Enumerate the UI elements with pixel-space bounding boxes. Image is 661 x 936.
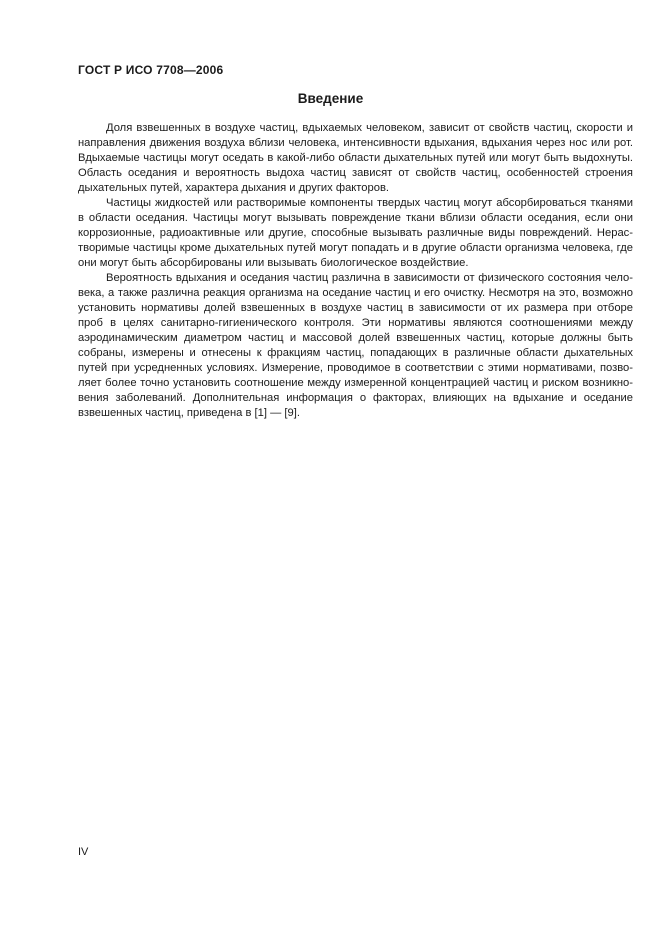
page-title: Введение [297, 91, 364, 106]
text-line: творимые частицы кроме дыхательных путей могут попадать и в другие области организма человека, где [78, 242, 633, 254]
text-line: взвешенных частиц, приведена в [1] — [9]. [78, 407, 300, 419]
text-line: века, а также различна реакция организма на оседание частиц и его очистку. Несмотря на это, возможно [78, 287, 633, 299]
text-line: направления движения воздуха вблизи человека, интенсивности вдыхания, вдыхания через нос или рот. [78, 137, 633, 149]
paragraph [78, 121, 633, 196]
text-line: Частицы жидкостей или растворимые компоненты твердых частиц могут абсорбироваться тканями [106, 197, 633, 209]
paragraph [78, 196, 633, 271]
text-line: дыхательных путей, характера дыхания и других факторов. [78, 182, 390, 194]
document-header: ГОСТ Р ИСО 7708—2006 [78, 63, 224, 77]
paragraph [78, 271, 633, 421]
text-line: путей при усредненных условиях. Измерение, проводимое в соответствии с этими нормативами, позво- [78, 362, 633, 374]
text-line: аэродинамическим диаметром частиц и массовой долей взвешенных частиц, которые должны быть [78, 332, 633, 344]
text-line: коррозионные, радиоактивные или другие, способные вызывать различные виды повреждений. Нерас- [78, 227, 633, 239]
text-line: ляет более точно установить соотношение между измеренной концентрацией частиц и риском возникно- [78, 377, 633, 389]
intro-text [78, 121, 633, 421]
text-line: установить нормативы долей взвешенных в воздухе частиц в зависимости от их размера при отборе [78, 302, 633, 314]
text-line: в области оседания. Частицы могут вызывать повреждение ткани вблизи области оседания, если они [78, 212, 633, 224]
text-line: Вдыхаемые частицы могут оседать в какой-либо области дыхательных путей или могут быть выдохнуты. [78, 152, 633, 164]
text-line: Доля взвешенных в воздухе частиц, вдыхаемых человеком, зависит от свойств частиц, скорости и [106, 122, 633, 134]
page-number: IV [78, 846, 89, 858]
text-line: собраны, измерены и отнесены к фракциям частиц, попадающих в различные области дыхательных [78, 347, 633, 359]
text-line: вения заболеваний. Дополнительная информация о факторах, влияющих на вдыхание и оседание [78, 392, 633, 404]
text-line: они могут быть абсорбированы или вызывать биологическое воздействие. [78, 257, 469, 269]
text-line: Вероятность вдыхания и оседания частиц различна в зависимости от физического состояния чело- [106, 272, 633, 284]
text-line: Область оседания и вероятность выдоха частиц зависят от свойств частиц, особенностей строения [78, 167, 633, 179]
text-line: проб в целях санитарно-гигиенического контроля. Эти нормативы являются соотношениями между [78, 317, 633, 329]
